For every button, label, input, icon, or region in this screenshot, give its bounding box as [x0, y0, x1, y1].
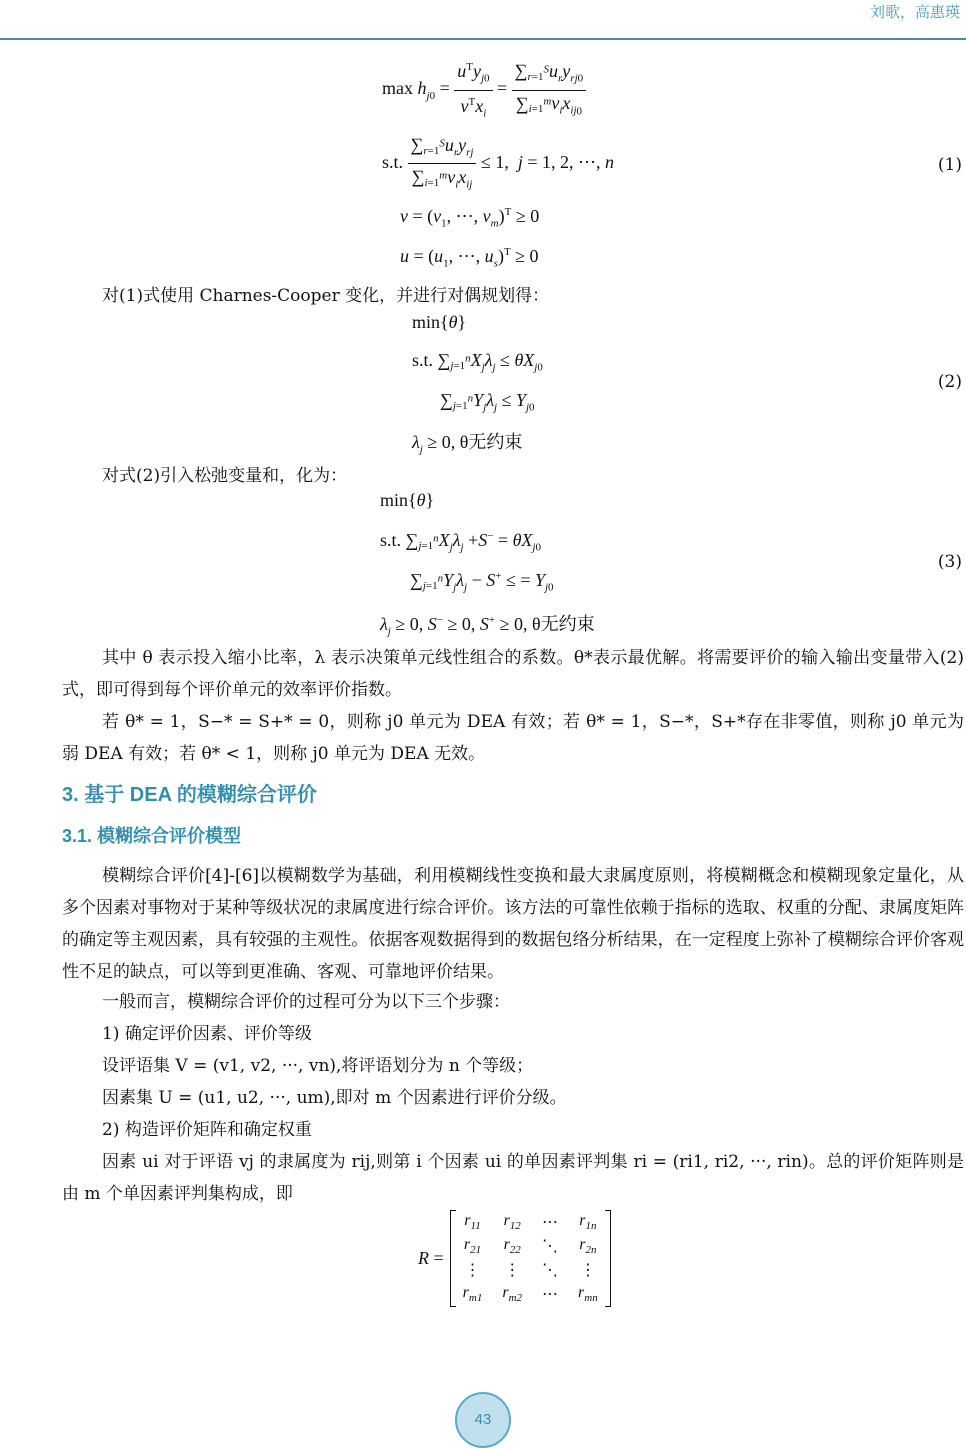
equation-2-objective: min{θ} [412, 312, 467, 332]
equation-1-constraint: s.t. $\frac{\sum_{r=1}^Su_ry_{rj}}{\sum_{i=1}^mv_ix_{ij}}$ ≤ 1, j = 1, 2, ⋯, n [382, 132, 614, 196]
equation-1-objective: $\max h_{j0}$ = $\frac{u^Ty_{j0}}{v^Tx_i}$ = $\frac{\sum_{r=1}^Su_ry_{rj0}}{\sum_{i=1}^mv_ix_{ij0}}$ [382, 56, 586, 124]
header-rule [0, 38, 966, 40]
subsection-heading: 3.1. 模糊综合评价模型 [62, 826, 242, 846]
equation-3-input: s.t. $\sum_{j=1}^nX_j\lambda_j +S^- = \theta X_{j0}$ [380, 530, 541, 554]
equation-1-u: $u = (u_1$, ⋯, $u_s)^T \ge 0$ [400, 246, 539, 270]
equation-2-output: $\sum_{j=1}^nY_j\lambda_j \le Y_{j0}$ [440, 390, 535, 414]
equation-2-number: (2) [937, 372, 962, 392]
equation-2-nonneg: $\lambda_j \ge 0$, θ无约束 [412, 432, 523, 456]
paragraph-11: 因素 ui 对于评语 vj 的隶属度为 rij,则第 i 个因素 ui 的单因素评判集 ri = (ri1, ri2, ···, rin)。总的评价矩阵则是由 m 个单因素评判集构成，即 [62, 1152, 964, 1204]
equation-3-free-text: θ无约束 [531, 614, 595, 634]
paragraph-4: 若 θ* = 1，S−* = S+* = 0，则称 j0 单元为 DEA 有效；若 θ* = 1，S−*，S+*存在非零值，则称 j0 单元为弱 DEA 有效；若 θ* < 1，则称 j0 单元为 DEA 无效。 [62, 712, 964, 764]
equation-3-nonneg: $\lambda_j \ge 0$, S− ≥ 0, S+ ≥ 0, θ无约束 [380, 614, 595, 638]
equation-matrix-r: R = $r_{11}$ $r_{12}$ ⋯ $r_{1n}$ $r_{21}$ $r_{22}$ ⋱ $r_{2n}$ ⋮ ⋮ ⋱ ⋮ $r_{m1}$ $r_{m2}$ ⋯ $r_{mn}$ [418, 1210, 611, 1307]
paragraph-2: 对式(2)引入松弛变量和，化为： [102, 466, 348, 486]
section-heading: 3. 基于 DEA 的模糊综合评价 [62, 784, 317, 806]
equation-1-v: $v = (v_1$, ⋯, $v_m)^T \ge 0$ [400, 206, 540, 230]
page-number-badge: 43 [455, 1392, 511, 1448]
paragraph-5: 模糊综合评价[4]-[6]以模糊数学为基础，利用模糊线性变换和最大隶属度原则，将模糊概念和模糊现象定量化，从多个因素对事物对于某种等级状况的隶属度进行综合评价。该方法的可靠性依赖于指标的选取、权重的分配、隶属度矩阵的确定等主观因素，具有较强的主观性。依据客观数据得到的数据包络分析结果，在一定程度上弥补了模糊综合评价客观性不足的缺点，可以等到更准确、客观、可靠地评价结果。 [62, 866, 964, 982]
paragraph-8: 设评语集 V = (v1, v2, ···, vn),将评语划分为 n 个等级； [102, 1056, 534, 1076]
running-header-authors: 刘歌，高惠瑛 [869, 3, 960, 21]
equation-3-number: (3) [937, 552, 962, 572]
paragraph-1: 对(1)式使用 Charnes-Cooper 变化，并进行对偶规划得： [102, 286, 550, 306]
paragraph-9: 因素集 U = (u1, u2, ···, um),即对 m 个因素进行评价分级。 [102, 1088, 567, 1108]
paragraph-10: 2) 构造评价矩阵和确定权重 [102, 1120, 312, 1140]
paragraph-7: 1) 确定评价因素、评价等级 [102, 1024, 312, 1044]
equation-2-free-text: θ无约束 [459, 432, 523, 452]
equation-3-objective: min{θ} [380, 490, 435, 510]
paragraph-3: 其中 θ 表示投入缩小比率，λ 表示决策单元线性组合的系数。θ*表示最优解。将需要评价的输入输出变量带入(2)式，即可得到每个评价单元的效率评价指数。 [62, 648, 964, 700]
equation-2-input: s.t. $\sum_{j=1}^nX_j\lambda_j \le \theta X_{j0}$ [412, 350, 543, 374]
paragraph-6: 一般而言，模糊综合评价的过程可分为以下三个步骤： [102, 992, 510, 1012]
equation-1-number: (1) [937, 155, 962, 175]
equation-3-output: $\sum_{j=1}^nY_j\lambda_j - S^+$ ≤ = $Y_{j0}$ [410, 570, 554, 594]
